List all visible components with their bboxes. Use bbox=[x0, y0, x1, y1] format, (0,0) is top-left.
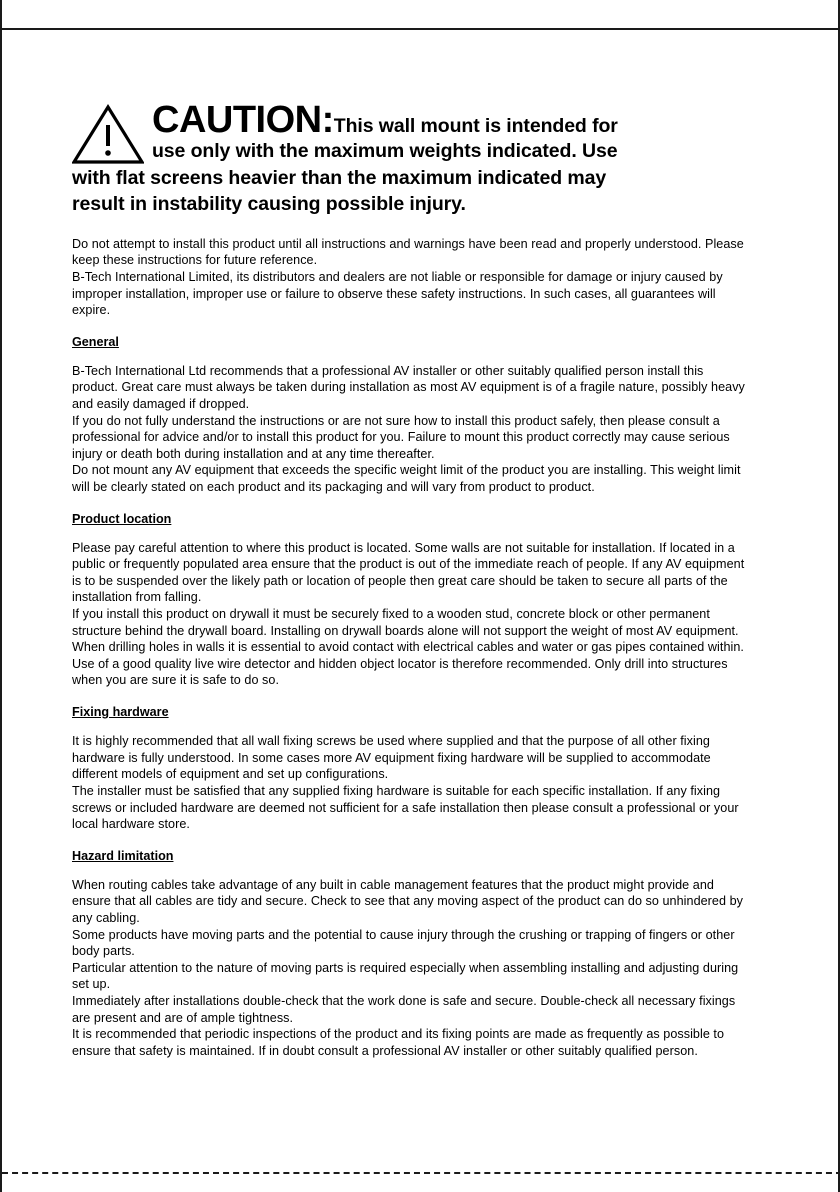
caution-word: CAUTION: bbox=[152, 99, 334, 141]
caution-line-1: This wall mount is intended for bbox=[333, 115, 618, 137]
section-fixing-hardware bbox=[72, 705, 752, 833]
page-bottom-divider bbox=[2, 1172, 840, 1174]
document-content bbox=[72, 95, 752, 1075]
caution-first-line bbox=[72, 95, 752, 139]
section-heading: Fixing hardware bbox=[72, 705, 169, 720]
section-heading: General bbox=[72, 334, 119, 349]
section-paragraph: Some products have moving parts and the potential to cause injury through the crushing or trapping of fingers or other body parts. bbox=[72, 927, 735, 959]
section-paragraph: If you install this product on drywall it must be securely fixed to a wooden stud, concrete block or other permanent structure behind the drywall board. Installing on drywall boards alone will not support the weight of most AV equipment. bbox=[72, 607, 739, 638]
section-hazard-limitation bbox=[72, 849, 752, 1060]
section-paragraph: It is highly recommended that all wall fixing screws be used where supplied and that the purpose of all other fixing hardware is fully understood. In some cases more AV equipment fixing hardware will be supplied to accommodate different models of equipment and set up configurations. bbox=[72, 734, 711, 782]
section-paragraph: Do not mount any AV equipment that exceeds the specific weight limit of the product you are installing. This weight limit will be clearly stated on each product and its packaging and will vary from product to product. bbox=[72, 463, 741, 494]
intro-paragraph: Do not attempt to install this product until all instructions and warnings have been read and properly understood. Please keep these instructions for future reference. bbox=[72, 236, 744, 268]
section-product-location bbox=[72, 512, 752, 689]
section-paragraph: The installer must be satisfied that any supplied fixing hardware is suitable for each specific installation. If any fixing screws or included hardware are deemed not sufficient for a safe installation then please consult a professional or your local hardware store. bbox=[72, 783, 739, 832]
section-paragraph: When drilling holes in walls it is essential to avoid contact with electrical cables and water or gas pipes contained within. Use of a good quality live wire detector and hidden object locator is therefore recommended. Only drill into structures when you are sure it is safe to do so. bbox=[72, 640, 744, 688]
caution-heading-block bbox=[72, 95, 752, 218]
intro-block bbox=[72, 236, 752, 319]
section-heading: Hazard limitation bbox=[72, 848, 174, 863]
caution-line-2: use only with the maximum weights indicated. Use bbox=[152, 140, 618, 163]
section-paragraph: If you do not fully understand the instructions or are not sure how to install this product safely, then please consult a professional for advice and/or to install this product for you. Failure to mount this product correctly may cause serious injury or death both during installation and at any time thereafter. bbox=[72, 413, 730, 461]
page-top-divider bbox=[2, 28, 840, 30]
section-heading: Product location bbox=[72, 511, 172, 526]
intro-paragraph: B-Tech International Limited, its distributors and dealers are not liable or responsible for damage or injury caused by improper installation, improper use or failure to observe these safety instructions. In such cases, all guarantees will expire. bbox=[72, 269, 723, 318]
section-paragraph: Particular attention to the nature of moving parts is required especially when assembling installing and adjusting during set up. bbox=[72, 960, 739, 992]
warning-triangle-icon bbox=[72, 103, 144, 165]
caution-line-4: result in instability causing possible injury. bbox=[72, 193, 466, 216]
caution-line-3: with flat screens heavier than the maximum indicated may bbox=[72, 167, 607, 189]
section-general bbox=[72, 335, 752, 496]
section-paragraph: Please pay careful attention to where this product is located. Some walls are not suitable for installation. If located in a public or frequently populated area ensure that the product is out of the immediate reach of people. If any AV equipment is to be suspended over the likely path or location of people then great care should be taken to secure all parts of the installation from falling. bbox=[72, 540, 745, 605]
section-paragraph: Immediately after installations double-check that the work done is safe and secure. Double-check all necessary fixings are present and are of ample tightness. bbox=[72, 994, 736, 1025]
section-paragraph: B-Tech International Ltd recommends that a professional AV installer or other suitably qualified person install this product. Great care must always be taken during installation as most AV equipment is of a fragile nature, possibly heavy and easily damaged if dropped. bbox=[72, 363, 745, 411]
section-paragraph: It is recommended that periodic inspections of the product and its fixing points are made as frequently as possible to ensure that safety is maintained. If in doubt consult a professional AV installer or other suitably qualified person. bbox=[72, 1027, 725, 1058]
section-paragraph: When routing cables take advantage of any built in cable management features that the product might provide and ensure that all cables are tidy and secure. Check to see that any moving aspect of the product can do so unhindered by any cabling. bbox=[72, 877, 743, 925]
